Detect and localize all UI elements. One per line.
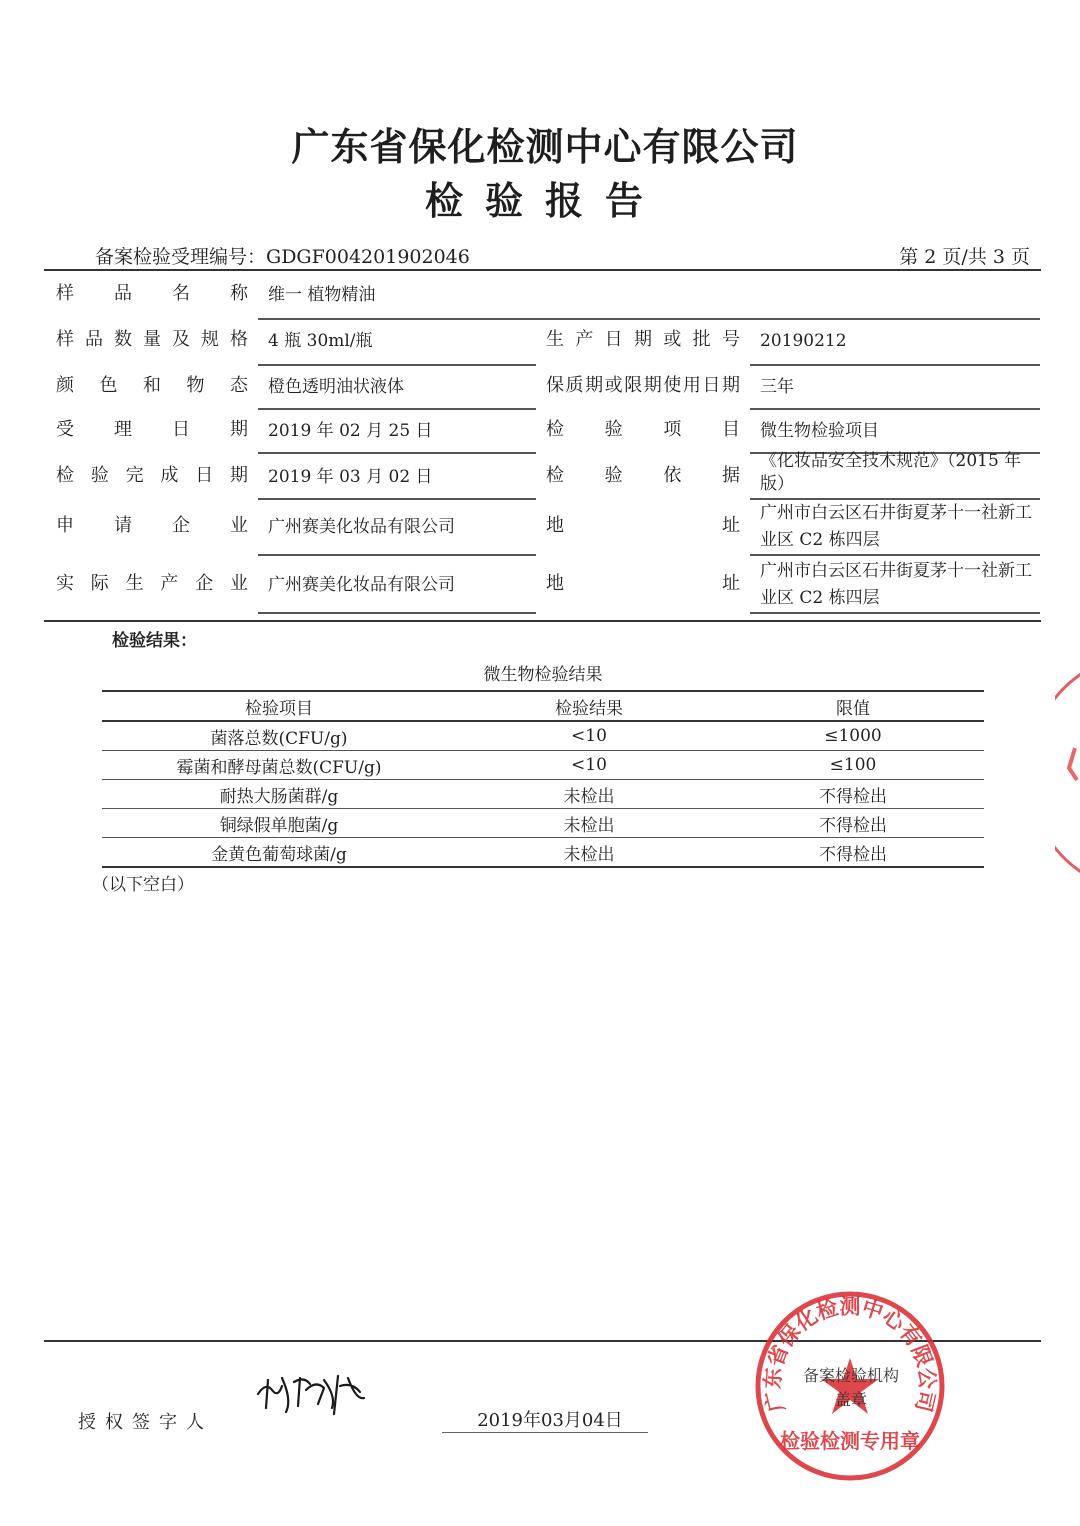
- table-row: [102, 838, 984, 868]
- label-test-item: 检验项目: [546, 419, 740, 440]
- table-row: [102, 751, 984, 780]
- seal-arc-text: 广东省保化检测中心有限公司: [760, 1294, 940, 1415]
- table-row: [102, 780, 984, 809]
- cell-item: 金黄色葡萄球菌/g: [102, 838, 456, 868]
- underline: [750, 554, 1040, 556]
- seal-bottom-text: 检验检测专用章: [780, 1429, 920, 1453]
- signatory-label: 授权签字人: [78, 1412, 213, 1433]
- results-table-caption: 微生物检验结果: [483, 665, 603, 685]
- col-header-limit: 限值: [722, 691, 984, 721]
- cell-result: 未检出: [456, 780, 722, 809]
- cell-limit: ≤1000: [722, 721, 984, 751]
- label-color: 颜色和物态: [56, 375, 248, 396]
- underline: [258, 408, 536, 410]
- label-accept-date: 受理日期: [56, 419, 248, 440]
- cell-result: 未检出: [456, 838, 722, 868]
- results-table: [102, 690, 984, 868]
- cell-item: 耐热大肠菌群/g: [102, 780, 456, 809]
- info-bottom-rule: [44, 620, 1041, 622]
- signing-date: 2019年03月04日: [477, 1410, 623, 1431]
- cell-result: <10: [456, 721, 722, 751]
- value-complete-date: 2019 年 03 月 02 日: [268, 467, 433, 487]
- cell-item: 菌落总数(CFU/g): [102, 721, 456, 751]
- label-batch: 生产日期或批号: [546, 329, 740, 350]
- table-row: [102, 809, 984, 838]
- value-manufacturer: 广州赛美化妆品有限公司: [268, 575, 455, 595]
- underline: [750, 364, 1040, 366]
- label-shelf-life: 保质期或限期使用日期: [546, 375, 740, 396]
- registration-value: GDGF004201902046: [266, 246, 470, 268]
- value-quantity: 4 瓶 30ml/瓶: [268, 331, 373, 351]
- date-underline: [442, 1432, 648, 1433]
- cell-limit: 不得检出: [722, 809, 984, 838]
- underline: [258, 498, 536, 500]
- underline: [258, 554, 536, 556]
- cell-item: 霉菌和酵母菌总数(CFU/g): [102, 751, 456, 780]
- handwritten-signature: [252, 1360, 372, 1420]
- registration-label: 备案检验受理编号：: [95, 246, 267, 268]
- cell-result: <10: [456, 751, 722, 780]
- value-test-basis: 《化妆品安全技术规范》（2015 年版）: [760, 451, 1022, 494]
- value-accept-date: 2019 年 02 月 25 日: [268, 421, 433, 441]
- label-manufacturer-address: 地址: [546, 573, 740, 594]
- value-sample-name: 维一 植物精油: [268, 285, 376, 305]
- cell-limit: 不得检出: [722, 780, 984, 809]
- col-header-result: 检验结果: [456, 691, 722, 721]
- value-color: 橙色透明油状液体: [268, 377, 404, 397]
- label-sample-name: 样品名称: [56, 283, 248, 304]
- label-quantity: 样品数量及规格: [56, 329, 248, 350]
- underline: [258, 318, 1040, 320]
- underline: [750, 612, 1040, 614]
- value-shelf-life: 三年: [760, 377, 794, 397]
- value-test-item: 微生物检验项目: [760, 421, 879, 441]
- value-applicant: 广州赛美化妆品有限公司: [268, 517, 455, 537]
- registration-number: [95, 242, 470, 269]
- label-manufacturer: 实际生产企业: [56, 573, 248, 594]
- report-title: 检验报告: [424, 179, 665, 223]
- value-manufacturer-address: 广州市白云区石井街夏茅十一社新工业区 C2 栋四层: [760, 561, 1032, 608]
- underline: [258, 612, 536, 614]
- value-batch: 20190212: [760, 331, 847, 351]
- results-header-row: [102, 691, 984, 721]
- agency-line-1: 备案检验机构: [802, 1366, 899, 1385]
- agency-line-2: 盖章: [834, 1390, 867, 1409]
- cell-limit: 不得检出: [722, 838, 984, 868]
- edge-stamp-fragment: [1055, 668, 1080, 878]
- label-applicant: 申请企业: [56, 515, 248, 536]
- label-test-basis: 检验依据: [546, 465, 740, 486]
- results-section-label: 检验结果：: [112, 631, 197, 651]
- col-header-item: 检验项目: [102, 691, 456, 721]
- label-applicant-address: 地址: [546, 515, 740, 536]
- value-applicant-address: 广州市白云区石井街夏茅十一社新工业区 C2 栋四层: [760, 503, 1032, 550]
- header-rule: [44, 269, 1041, 271]
- underline: [258, 452, 536, 454]
- blank-below-note: （以下空白）: [92, 875, 194, 895]
- cell-result: 未检出: [456, 809, 722, 838]
- cell-limit: ≤100: [722, 751, 984, 780]
- table-row: [102, 721, 984, 751]
- underline: [258, 364, 536, 366]
- underline: [750, 408, 1040, 410]
- company-title: 广东省保化检测中心有限公司: [291, 125, 799, 169]
- agency-stamp-note: [776, 1364, 926, 1412]
- page-indicator: 第 2 页/共 3 页: [899, 246, 1030, 268]
- label-complete-date: 检验完成日期: [56, 465, 248, 486]
- cell-item: 铜绿假单胞菌/g: [102, 809, 456, 838]
